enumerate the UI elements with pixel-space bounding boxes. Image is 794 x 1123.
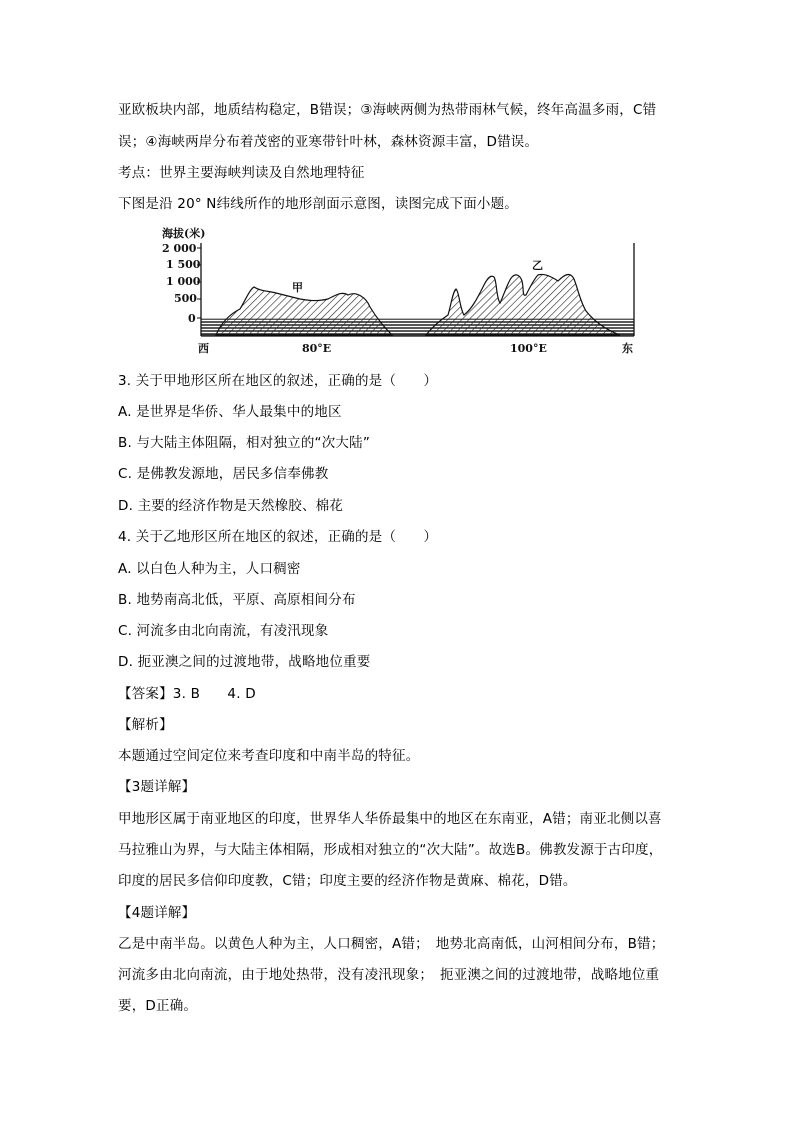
y-tick-1000: 1 000 xyxy=(166,275,201,288)
q4-detail-line-3: 要，D正确。 xyxy=(118,998,198,1014)
q3-option-b: B. 与大陆主体阻隔，相对独立的“次大陆” xyxy=(118,435,371,451)
q3-detail-heading: 【3题详解】 xyxy=(118,779,196,795)
terrain-profile-figure xyxy=(160,225,640,357)
y-axis-label: 海拔(米) xyxy=(162,227,206,240)
y-tick-0: 0 xyxy=(188,312,196,325)
q4-detail-line-2: 河流多由北向南流，由于地处热带，没有凌汛现象； 扼亚澳之间的过渡地带，战略地位重 xyxy=(118,967,660,983)
q3-stem: 3. 关于甲地形区所在地区的叙述，正确的是（ ） xyxy=(118,373,438,389)
terrain-profile-chart xyxy=(160,225,640,357)
y-tick-2000: 2 000 xyxy=(162,242,197,255)
q4-option-a: A. 以白色人种为主，人口稠密 xyxy=(118,561,301,577)
x-label-west: 西 xyxy=(198,342,209,355)
q4-detail-line-1: 乙是中南半岛。以黄色人种为主，人口稠密，A错； 地势北高南低，山河相间分布，B错； xyxy=(118,936,665,952)
intro-line-2: 误；④海峡两岸分布着茂密的亚寒带针叶林，森林资源丰富，D错误。 xyxy=(118,134,539,150)
q4-option-d: D. 扼亚澳之间的过渡地带，战略地位重要 xyxy=(118,654,371,670)
q4-detail-heading: 【4题详解】 xyxy=(118,905,196,921)
x-label-80e: 80°E xyxy=(302,342,332,355)
q3-option-a: A. 是世界是华侨、华人最集中的地区 xyxy=(118,404,342,420)
q3-detail-line-2: 马拉雅山为界，与大陆主体相隔，形成相对独立的“次大陆”。故选B。佛教发源于古印度， xyxy=(118,842,663,858)
y-tick-1500: 1 500 xyxy=(166,258,201,271)
kaodian-line: 考点：世界主要海峡判读及自然地理特征 xyxy=(118,165,365,181)
q3-detail-line-3: 印度的居民多信仰印度教，C错；印度主要的经济作物是黄麻、棉花，D错。 xyxy=(118,873,577,889)
q4-stem: 4. 关于乙地形区所在地区的叙述，正确的是（ ） xyxy=(118,529,438,545)
q4-option-b: B. 地势南高北低，平原、高原相间分布 xyxy=(118,592,356,608)
analysis-heading: 【解析】 xyxy=(118,717,173,733)
x-label-100e: 100°E xyxy=(510,342,547,355)
q3-option-d: D. 主要的经济作物是天然橡胶、棉花 xyxy=(118,498,344,514)
intro-line-1: 亚欧板块内部，地质结构稳定，B错误；③海峡两侧为热带雨林气候，终年高温多雨，C错 xyxy=(118,102,657,118)
figure-intro-line: 下图是沿 20° N纬线所作的地形剖面示意图，读图完成下面小题。 xyxy=(118,196,519,212)
q4-option-c: C. 河流多由北向南流，有凌汛现象 xyxy=(118,623,329,639)
answer-line: 【答案】3. B 4. D xyxy=(118,686,256,702)
q3-option-c: C. 是佛教发源地，居民多信奉佛教 xyxy=(118,466,329,482)
label-jia: 甲 xyxy=(292,281,303,294)
y-tick-500: 500 xyxy=(174,292,197,305)
terrain-jia xyxy=(216,287,392,335)
label-yi: 乙 xyxy=(532,259,543,272)
x-label-east: 东 xyxy=(622,342,633,355)
analysis-text: 本题通过空间定位来考查印度和中南半岛的特征。 xyxy=(118,748,420,764)
q3-detail-line-1: 甲地形区属于南亚地区的印度，世界华人华侨最集中的地区在东南亚，A错；南亚北侧以喜 xyxy=(118,811,662,827)
terrain-yi xyxy=(426,274,620,335)
